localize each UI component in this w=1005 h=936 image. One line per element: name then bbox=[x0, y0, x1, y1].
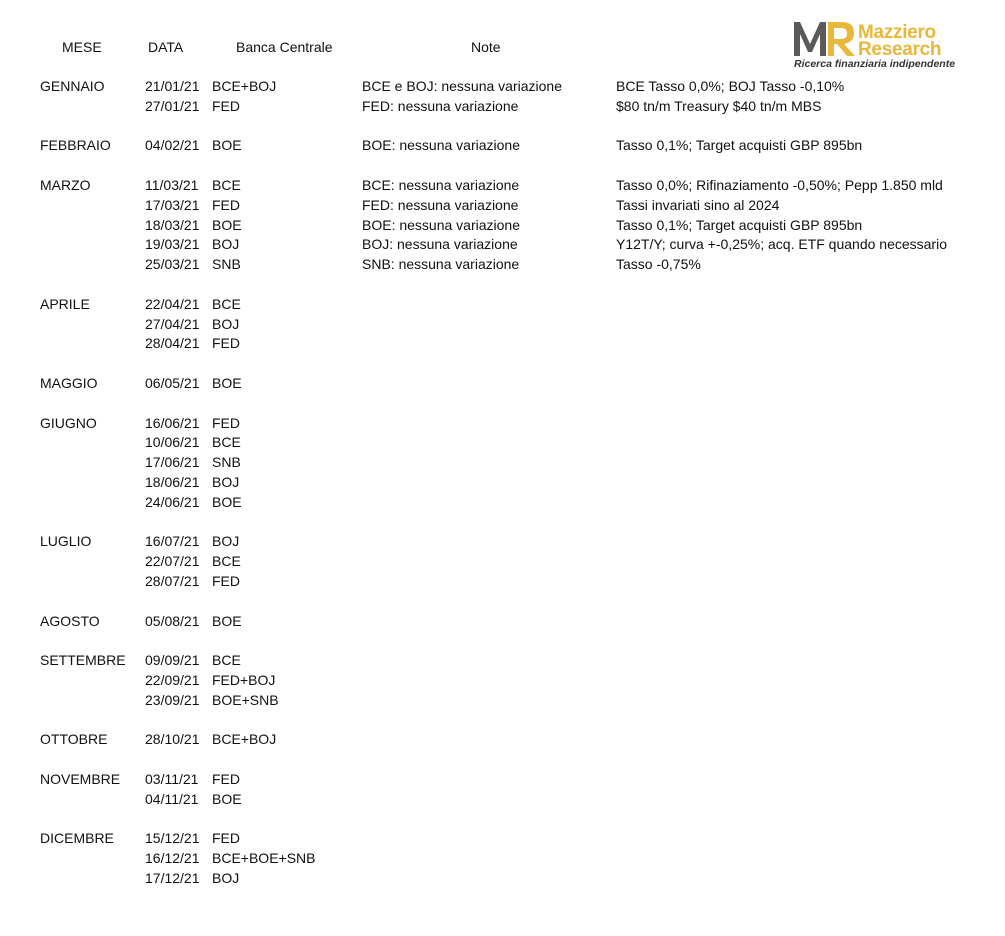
bank-cell: FED bbox=[212, 573, 240, 589]
note-cell: BOE: nessuna variazione bbox=[362, 137, 520, 154]
date-cell: 27/04/21 bbox=[145, 315, 200, 332]
bank-cell: BOE bbox=[212, 790, 242, 807]
month-label: LUGLIO bbox=[40, 533, 92, 550]
month-label: FEBBRAIO bbox=[40, 137, 111, 154]
detail-cell: Tasso 0,1%; Target acquisti GBP 895bn bbox=[616, 216, 863, 233]
header-banca: Banca Centrale bbox=[236, 39, 333, 55]
date-cell: 27/01/21 bbox=[145, 97, 200, 114]
bank-cell: BOE+SNB bbox=[212, 691, 279, 708]
bank-cell: BOJ bbox=[212, 533, 240, 550]
header-mese: MESE bbox=[62, 39, 102, 55]
bank-cell: FED bbox=[212, 830, 240, 847]
date-cell: 21/01/21 bbox=[145, 78, 200, 94]
header-note: Note bbox=[471, 39, 501, 55]
bank-cell: FED bbox=[212, 771, 240, 787]
month-label: GENNAIO bbox=[40, 78, 105, 94]
bank-cell: BCE+BOE+SNB bbox=[212, 850, 316, 867]
bank-cell: BCE bbox=[212, 295, 241, 312]
detail-cell: Tassi invariati sino al 2024 bbox=[616, 196, 780, 213]
detail-cell: Y12T/Y; curva +-0,25%; acq. ETF quando necessario bbox=[616, 236, 947, 253]
date-cell: 16/06/21 bbox=[145, 414, 200, 431]
month-label: OTTOBRE bbox=[40, 731, 108, 748]
date-cell: 06/05/21 bbox=[145, 375, 200, 391]
bank-cell: FED bbox=[212, 414, 240, 431]
bank-cell: BOJ bbox=[212, 236, 240, 253]
bank-cell: BCE+BOJ bbox=[212, 731, 277, 748]
month-label: MAGGIO bbox=[40, 375, 98, 391]
bank-cell: BOJ bbox=[212, 474, 240, 490]
logo-tagline: Ricerca finanziaria indipendente bbox=[794, 58, 956, 70]
date-cell: 22/04/21 bbox=[145, 295, 200, 312]
date-cell: 18/03/21 bbox=[145, 216, 200, 233]
bank-cell: BCE bbox=[212, 434, 241, 451]
date-cell: 03/11/21 bbox=[145, 771, 199, 787]
logo-line1: Mazziero bbox=[858, 22, 936, 43]
bank-cell: BCE+BOJ bbox=[212, 78, 277, 94]
detail-cell: Tasso -0,75% bbox=[616, 256, 701, 273]
note-cell: BOE: nessuna variazione bbox=[362, 216, 520, 233]
bank-cell: BOE bbox=[212, 216, 242, 233]
date-cell: 17/06/21 bbox=[145, 454, 200, 471]
date-cell: 04/11/21 bbox=[145, 790, 199, 807]
month-label: NOVEMBRE bbox=[40, 771, 121, 787]
detail-cell: Tasso 0,1%; Target acquisti GBP 895bn bbox=[616, 137, 863, 154]
month-label: DICEMBRE bbox=[40, 830, 114, 847]
date-cell: 22/07/21 bbox=[145, 553, 200, 570]
header-data: DATA bbox=[148, 39, 184, 55]
note-cell: BOJ: nessuna variazione bbox=[362, 236, 518, 253]
month-label: AGOSTO bbox=[40, 612, 100, 629]
date-cell: 28/07/21 bbox=[145, 573, 200, 589]
date-cell: 28/10/21 bbox=[145, 731, 200, 748]
date-cell: 15/12/21 bbox=[145, 830, 200, 847]
note-cell: FED: nessuna variazione bbox=[362, 196, 519, 213]
logo-line2: Research bbox=[858, 39, 942, 60]
bank-cell: FED bbox=[212, 97, 240, 114]
bank-cell: FED bbox=[212, 335, 240, 352]
note-cell: BCE: nessuna variazione bbox=[362, 177, 520, 193]
bank-cell: BOE bbox=[212, 375, 242, 391]
month-label: GIUGNO bbox=[40, 414, 97, 431]
bank-cell: FED bbox=[212, 196, 240, 213]
month-label: APRILE bbox=[40, 295, 90, 312]
date-cell: 10/06/21 bbox=[145, 434, 200, 451]
detail-cell: BCE Tasso 0,0%; BOJ Tasso -0,10% bbox=[616, 78, 845, 94]
date-cell: 24/06/21 bbox=[145, 493, 200, 510]
date-cell: 25/03/21 bbox=[145, 256, 200, 273]
month-label: SETTEMBRE bbox=[40, 652, 126, 669]
date-cell: 16/12/21 bbox=[145, 850, 200, 867]
date-cell: 22/09/21 bbox=[145, 672, 200, 688]
note-cell: SNB: nessuna variazione bbox=[362, 256, 520, 273]
bank-cell: BCE bbox=[212, 652, 241, 669]
date-cell: 17/03/21 bbox=[145, 196, 200, 213]
note-cell: FED: nessuna variazione bbox=[362, 97, 519, 114]
bank-cell: BOE bbox=[212, 612, 242, 629]
bank-cell: BOJ bbox=[212, 870, 240, 886]
date-cell: 17/12/21 bbox=[145, 870, 200, 886]
mr-mark-icon bbox=[792, 18, 858, 58]
date-cell: 19/03/21 bbox=[145, 236, 200, 253]
date-cell: 09/09/21 bbox=[145, 652, 200, 669]
bank-cell: SNB bbox=[212, 454, 241, 471]
mazziero-logo bbox=[792, 18, 972, 74]
date-cell: 16/07/21 bbox=[145, 533, 200, 550]
detail-cell: Tasso 0,0%; Rifinaziamento -0,50%; Pepp 1.850 mld bbox=[616, 177, 943, 193]
detail-cell: $80 tn/m Treasury $40 tn/m MBS bbox=[616, 97, 822, 114]
note-cell: BCE e BOJ: nessuna variazione bbox=[362, 78, 562, 94]
bank-cell: BOE bbox=[212, 493, 242, 510]
month-label: MARZO bbox=[40, 177, 91, 193]
bank-cell: BCE bbox=[212, 177, 241, 193]
date-cell: 23/09/21 bbox=[145, 691, 200, 708]
date-cell: 11/03/21 bbox=[145, 177, 199, 193]
bank-cell: FED+BOJ bbox=[212, 672, 276, 688]
bank-cell: BCE bbox=[212, 553, 241, 570]
date-cell: 04/02/21 bbox=[145, 137, 200, 154]
bank-cell: SNB bbox=[212, 256, 241, 273]
date-cell: 05/08/21 bbox=[145, 612, 200, 629]
bank-cell: BOE bbox=[212, 137, 242, 154]
bank-cell: BOJ bbox=[212, 315, 240, 332]
date-cell: 18/06/21 bbox=[145, 474, 200, 490]
date-cell: 28/04/21 bbox=[145, 335, 200, 352]
